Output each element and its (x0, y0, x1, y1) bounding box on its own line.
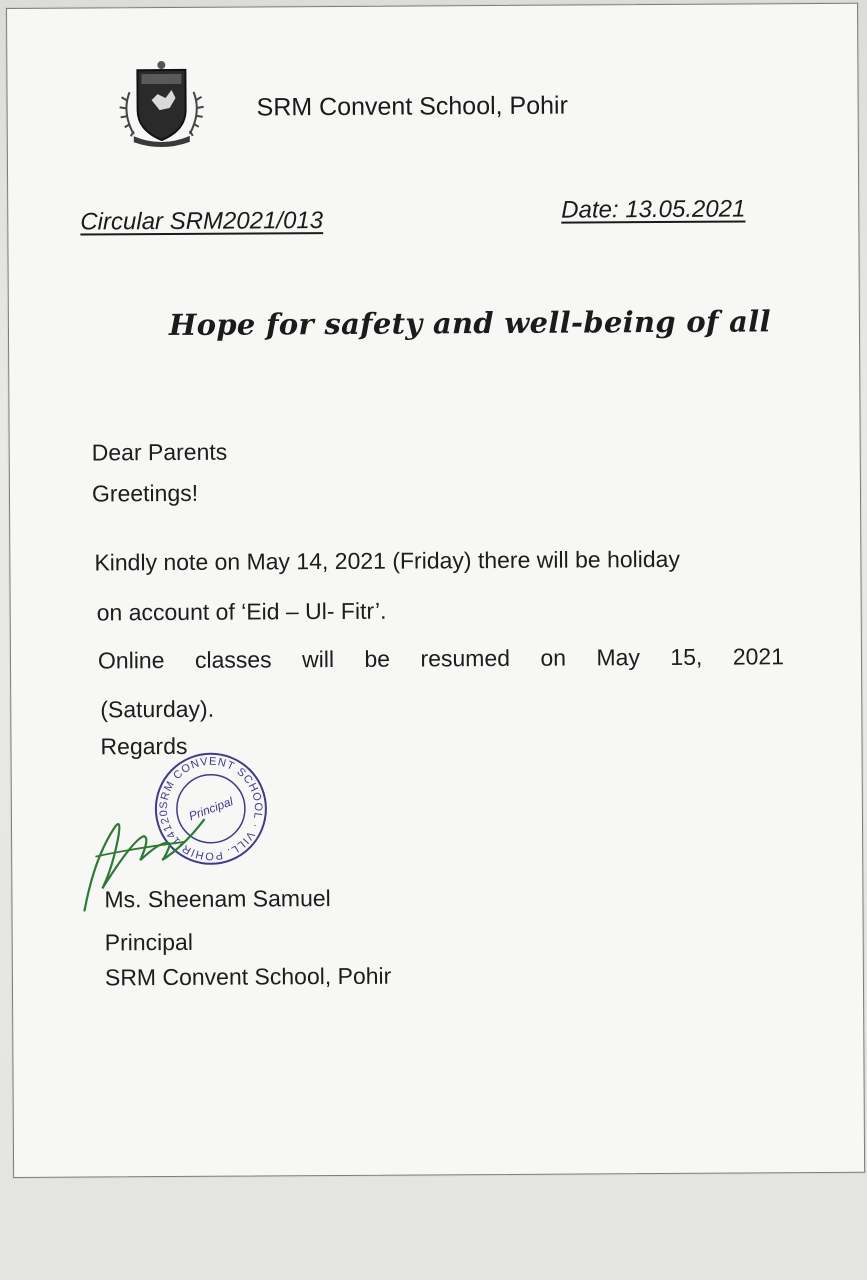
school-crest-logo (111, 52, 212, 153)
letter-salutation: Dear Parents (91, 438, 228, 466)
circular-date: Date: 13.05.2021 (561, 195, 746, 224)
resume-notice-line-2: (Saturday). (100, 695, 215, 723)
holiday-notice-line-2: on account of ‘Eid – Ul- Fitr’. (96, 597, 387, 626)
circular-document (6, 3, 865, 1178)
signatory-name: Ms. Sheenam Samuel (104, 885, 331, 913)
stamp-ring-text: SRM CONVENT SCHOOL · VILL. POHIR-141204 (157, 755, 265, 862)
circular-number: Circular SRM2021/013 (80, 207, 324, 236)
holiday-notice-line-1: Kindly note on May 14, 2021 (Friday) there will be holiday (94, 545, 681, 576)
stamp-center-text: Principal (186, 794, 235, 824)
resume-notice-line-1: Online classes will be resumed on May 15, 2021 (97, 643, 785, 674)
letter-greeting: Greetings! (91, 479, 199, 507)
school-name-header: SRM Convent School, Pohir (256, 91, 568, 122)
signatory-title: Principal (104, 928, 194, 956)
signatory-school: SRM Convent School, Pohir (104, 962, 392, 991)
letter-closing: Regards (100, 732, 188, 760)
motto-heading: Hope for safety and well-being of all (168, 304, 771, 343)
